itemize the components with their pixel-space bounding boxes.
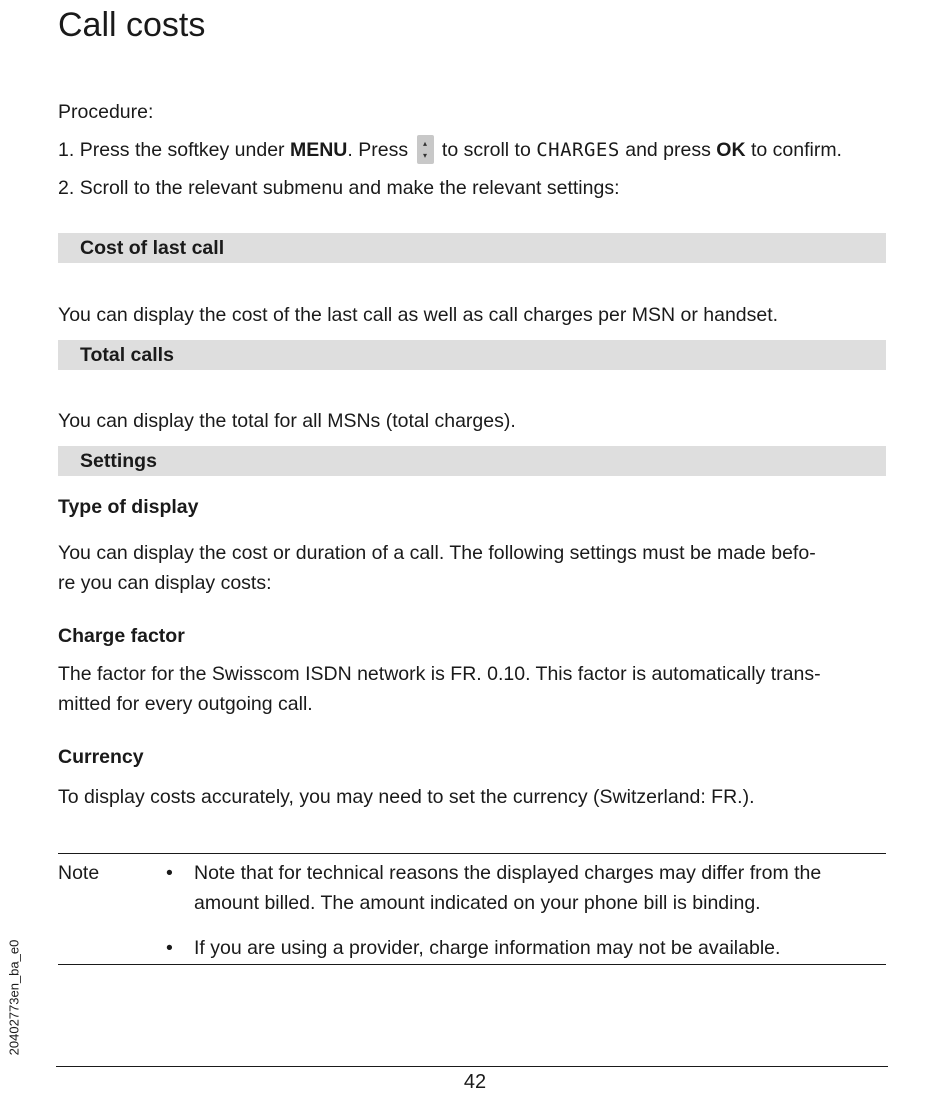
cost-of-last-call-text: You can display the cost of the last call as well as call charges per MSN or handset. [58,303,779,326]
type-of-display-line-2: re you can display costs: [58,572,272,594]
scroll-up-arrow-icon: ▴ [422,139,427,148]
currency-text: To display costs accurately, you may need to set the currency (Switzerland: FR.). [58,786,755,808]
charge-factor-line-2: mitted for every outgoing call. [58,693,313,715]
step-number: 2. [58,177,75,199]
step-text: and press [625,139,711,161]
subheading-currency: Currency [58,746,144,768]
section-heading: Total calls [80,344,174,366]
ok-key-label: OK [716,139,746,161]
step-text: to confirm. [750,139,842,161]
procedure-step-2 [58,173,620,203]
subheading-type-of-display: Type of display [58,496,199,518]
section-heading-bar-cost-of-last-call [58,233,886,263]
section-heading: Settings [80,450,157,472]
subheading-charge-factor: Charge factor [58,625,185,647]
step-text: Press the softkey under [79,139,285,161]
procedure-step-1 [58,135,842,165]
type-of-display-line-1: You can display the cost or duration of a call. The following settings must be made befo- [58,542,816,564]
document-code: 20402773en_ba_e0 [6,939,22,1056]
note-label: Note [58,862,100,884]
step-number: 1. [58,139,75,161]
page-number: 42 [463,1071,487,1093]
menu-key-label: MENU [289,139,348,161]
section-heading-bar-total-calls [58,340,886,370]
scroll-down-arrow-icon: ▾ [422,151,427,160]
section-heading: Cost of last call [80,237,225,259]
charge-factor-line-1: The factor for the Swisscom ISDN network is FR. 0.10. This factor is automatically trans- [58,663,821,685]
bullet-icon: • [166,862,173,884]
note-bullet-1-line-1: Note that for technical reasons the displayed charges may differ from the [194,862,822,884]
note-bullet-2: If you are using a provider, charge information may not be available. [194,937,781,959]
note-bottom-rule [58,964,886,965]
footer-rule [56,1066,888,1067]
section-heading-bar-settings [58,446,886,476]
display-text-charges: CHARGES [536,139,620,161]
note-top-rule [58,853,886,854]
bullet-icon: • [166,937,173,959]
note-bullet-1-line-2: amount billed. The amount indicated on your phone bill is binding. [194,892,761,914]
step-text: to scroll to [441,139,531,161]
total-calls-text: You can display the total for all MSNs (total charges). [58,409,516,432]
procedure-label: Procedure: [58,101,154,123]
page-title: Call costs [58,6,206,44]
step-text: . Press [347,139,409,161]
step-text: Scroll to the relevant submenu and make the relevant settings: [79,177,620,199]
scroll-up-down-key-icon [417,135,434,164]
